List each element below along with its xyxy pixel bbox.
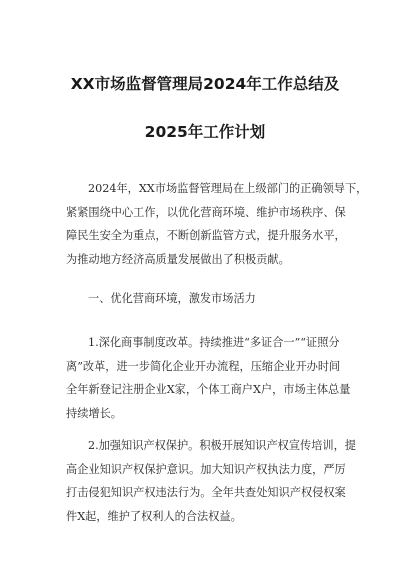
item1-line: 1.深化商事制度改革。持续推进“多证合一”“证照分	[88, 336, 340, 349]
item2-line: 高企业知识产权保护意识。加大知识产权执法力度，严厉	[66, 462, 346, 476]
item1-line: 离”改革，进一步简化企业开办流程，压缩企业开办时间	[66, 359, 341, 373]
section-heading	[88, 287, 388, 311]
intro-line: 紧紧围绕中心工作，以优化营商环境、维护市场秩序、保	[66, 205, 346, 219]
document-title-line-2: 2025年工作计划	[144, 123, 266, 141]
section-heading-text: 一、优化营商环境，激发市场活力	[88, 292, 256, 305]
item2-line: 2.加强知识产权保护。积极开展知识产权宣传培训，提	[88, 439, 356, 452]
item2-line: 件X起，维护了权利人的合法权益。	[66, 509, 242, 523]
intro-paragraph	[66, 177, 388, 271]
intro-line: 2024年，XX市场监督管理局在上级部门的正确领导下，	[88, 182, 368, 195]
intro-line: 为推动地方经济高质量发展做出了积极贡献。	[66, 252, 290, 266]
document-title-line-1: XX市场监督管理局2024年工作总结及	[70, 75, 340, 93]
intro-line: 障民生安全为重点，不断创新监管方式，提升服务水平，	[66, 229, 346, 242]
item-paragraph-1	[66, 331, 388, 425]
item1-line: 持续增长。	[66, 406, 122, 420]
item2-line: 打击侵犯知识产权违法行为。全年共查处知识产权侵权案	[66, 486, 346, 499]
item-paragraph-2	[66, 434, 388, 528]
item1-line: 全年新登记注册企业X家，个体工商户X户，市场主体总量	[66, 383, 351, 396]
